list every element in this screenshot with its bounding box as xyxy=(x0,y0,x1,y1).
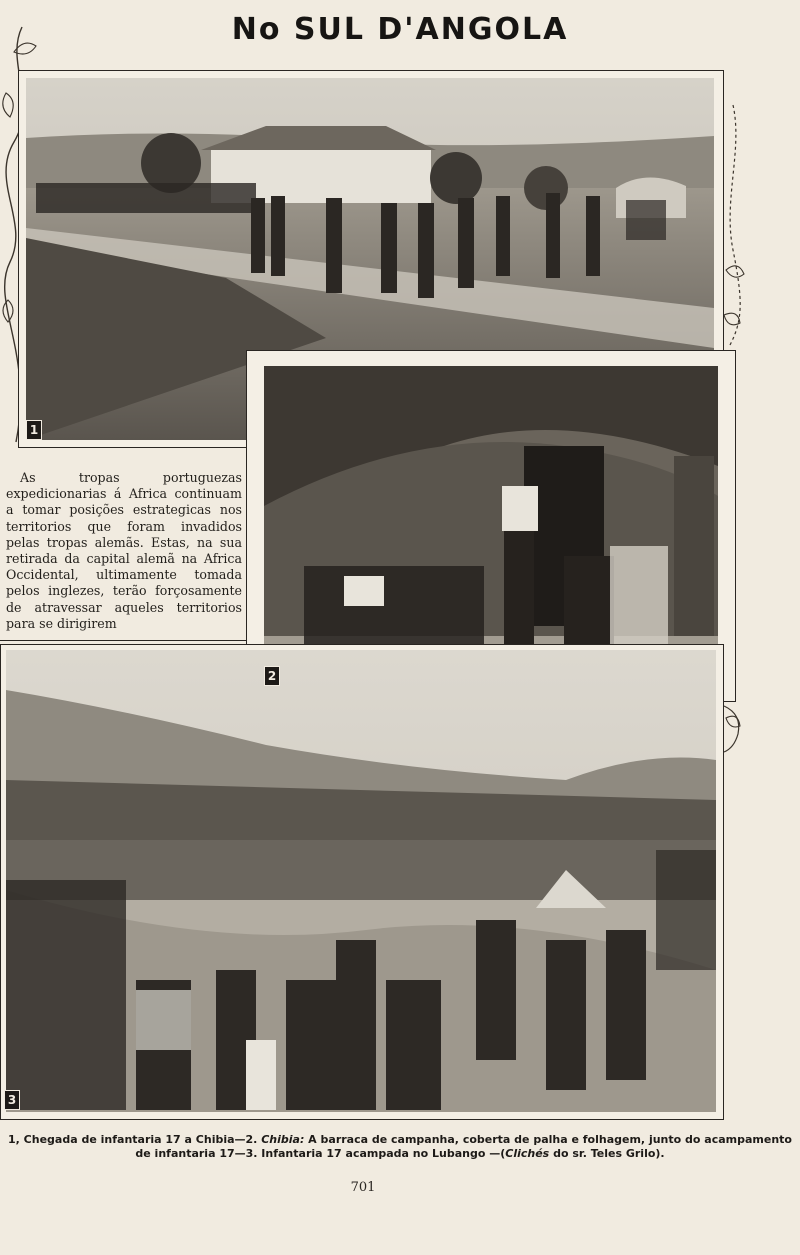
caption-cliches: Clichés xyxy=(505,1147,550,1160)
photo-3 xyxy=(6,650,716,1112)
article-divider xyxy=(0,640,246,641)
page-number: 701 xyxy=(350,1180,376,1195)
photo-3-number: 3 xyxy=(4,1090,20,1110)
caption-place: Chibia: xyxy=(261,1133,305,1146)
caption-part-2: A barraca de campanha, coberta de palha e folhagem, junto do acampamento de infantaria 17—3. Infantaria 17 acampada no Lubango —( xyxy=(135,1133,792,1160)
straw-barrack-photo-icon xyxy=(264,366,718,688)
photo-1-number: 1 xyxy=(26,420,42,440)
photo-caption xyxy=(0,1133,800,1161)
photo-2 xyxy=(264,366,718,688)
infantry-camp-photo-icon xyxy=(6,650,716,1112)
caption-part-1: 1, Chegada de infantaria 17 a Chibia—2. xyxy=(8,1133,262,1146)
caption-part-3: do sr. Teles Grilo). xyxy=(549,1147,665,1160)
page-title: No SUL D'ANGOLA xyxy=(231,12,569,47)
article-text: As tropas portuguezas expedicionarias á Africa continuam a tomar posições estrategicas nos territorios que foram invadidos pelas tropas alemãs. Estas, na sua retirada da capital alemã na Africa Occidental, ultimamente tomada pelos inglezes, terão forçosamente de atravessar aqueles territorios para se dirigirem xyxy=(6,470,242,631)
photo-2-number: 2 xyxy=(264,666,280,686)
